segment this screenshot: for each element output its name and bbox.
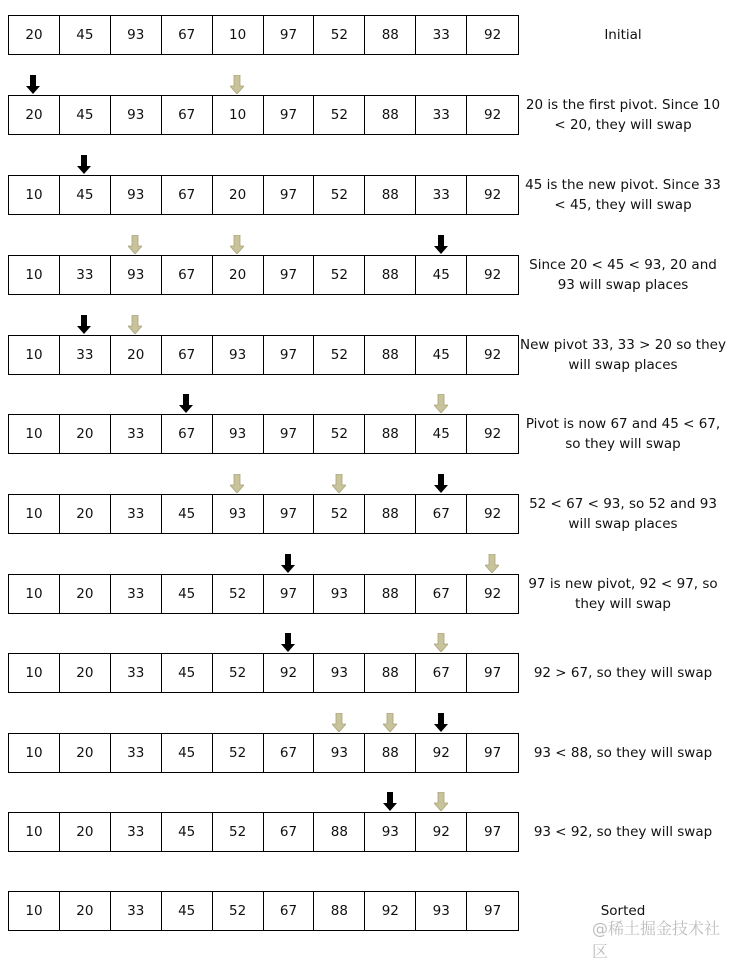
array-cell: 52 xyxy=(314,16,365,54)
array-cell: 45 xyxy=(60,176,111,214)
compare-arrow-icon xyxy=(332,713,346,732)
array-cell: 93 xyxy=(365,813,416,851)
array-cell: 88 xyxy=(314,892,365,930)
array-cell: 10 xyxy=(9,336,60,374)
array-cell: 52 xyxy=(314,256,365,294)
array-cell: 33 xyxy=(111,575,162,613)
array-cell: 52 xyxy=(213,654,264,692)
array-row xyxy=(8,494,735,534)
array-cell: 67 xyxy=(162,96,213,134)
array-cells xyxy=(8,653,519,693)
pivot-arrow-icon xyxy=(281,633,295,652)
array-cell: 97 xyxy=(484,824,502,840)
array-cell: 45 xyxy=(162,575,213,613)
array-cell: 10 xyxy=(9,654,60,692)
step-description: Since 20 < 45 < 93, 20 and 93 will swap places xyxy=(529,257,717,293)
array-cell: 10 xyxy=(9,813,60,851)
array-cell: 67 xyxy=(264,892,315,930)
array-cell: 93 xyxy=(111,176,162,214)
array-cell: 97 xyxy=(264,176,315,214)
array-cell: 97 xyxy=(264,415,315,453)
step-description: 97 is new pivot, 92 < 97, so they will swap xyxy=(528,576,718,612)
array-cell: 33 xyxy=(111,654,162,692)
pivot-arrow-icon xyxy=(281,554,295,573)
array-cell: 45 xyxy=(162,654,213,692)
array-cell: 10 xyxy=(9,495,60,533)
pivot-arrow-icon xyxy=(179,394,193,413)
array-cell: 45 xyxy=(162,495,213,533)
array-cell: 52 xyxy=(213,734,264,772)
compare-arrow-icon xyxy=(332,474,346,493)
array-cell: 97 xyxy=(264,16,315,54)
array-cells xyxy=(8,891,519,931)
array-cell: 92 xyxy=(264,654,315,692)
array-cell: 93 xyxy=(213,495,264,533)
array-cell: 52 xyxy=(213,575,264,613)
array-cell: 88 xyxy=(365,415,416,453)
array-row xyxy=(8,812,735,852)
array-cell: 92 xyxy=(416,734,467,772)
array-cell: 67 xyxy=(162,256,213,294)
array-cell: 92 xyxy=(484,107,502,123)
array-cell: 20 xyxy=(60,415,111,453)
array-cell: 20 xyxy=(60,575,111,613)
array-cell: 93 xyxy=(314,734,365,772)
array-cell: 33 xyxy=(416,176,467,214)
array-cell: 45 xyxy=(416,415,467,453)
array-cell: 20 xyxy=(60,654,111,692)
array-cell: 93 xyxy=(213,336,264,374)
array-cell: 20 xyxy=(9,16,60,54)
array-cell: 92 xyxy=(484,347,502,363)
array-cell: 93 xyxy=(213,415,264,453)
array-cell: 10 xyxy=(9,734,60,772)
array-cell: 45 xyxy=(416,256,467,294)
array-cell: 20 xyxy=(213,176,264,214)
array-cell: 88 xyxy=(365,734,416,772)
compare-arrow-icon xyxy=(434,394,448,413)
step-description: 93 < 92, so they will swap xyxy=(533,824,713,840)
step-description: New pivot 33, 33 > 20 so they will swap places xyxy=(520,337,726,373)
array-cells xyxy=(8,494,519,534)
array-cell: 93 xyxy=(416,892,467,930)
array-cell: 97 xyxy=(264,256,315,294)
step-description: Sorted xyxy=(600,903,646,919)
array-cell: 52 xyxy=(314,96,365,134)
array-row xyxy=(8,175,735,215)
pivot-arrow-icon xyxy=(383,792,397,811)
array-cell: 92 xyxy=(416,813,467,851)
array-cell: 20 xyxy=(111,336,162,374)
array-cell: 52 xyxy=(314,176,365,214)
array-cell: 20 xyxy=(9,96,60,134)
compare-arrow-icon xyxy=(128,315,142,334)
array-cells xyxy=(8,95,519,135)
array-cell: 52 xyxy=(213,813,264,851)
array-row xyxy=(8,733,735,773)
array-cell: 33 xyxy=(111,415,162,453)
array-cell: 97 xyxy=(264,575,315,613)
array-cell: 88 xyxy=(365,176,416,214)
step-description: 20 is the first pivot. Since 10 < 20, they will swap xyxy=(525,97,721,133)
array-cell: 97 xyxy=(264,336,315,374)
array-cell: 92 xyxy=(365,892,416,930)
array-row xyxy=(8,335,735,375)
array-cell: 45 xyxy=(162,734,213,772)
step-description: Initial xyxy=(604,27,642,43)
compare-arrow-icon xyxy=(230,75,244,94)
array-cells xyxy=(8,175,519,215)
array-cell: 93 xyxy=(314,654,365,692)
array-cell: 88 xyxy=(365,256,416,294)
array-cell: 92 xyxy=(484,27,502,43)
array-cell: 10 xyxy=(9,575,60,613)
array-cell: 10 xyxy=(9,892,60,930)
array-cell: 88 xyxy=(365,495,416,533)
array-cell: 45 xyxy=(416,336,467,374)
array-cell: 52 xyxy=(314,495,365,533)
array-cell: 67 xyxy=(416,495,467,533)
pivot-arrow-icon xyxy=(26,75,40,94)
array-cell: 67 xyxy=(264,813,315,851)
array-cell: 92 xyxy=(484,187,502,203)
array-cell: 33 xyxy=(416,16,467,54)
array-cell: 45 xyxy=(162,892,213,930)
array-cell: 20 xyxy=(60,734,111,772)
array-cell: 33 xyxy=(111,734,162,772)
array-cell: 92 xyxy=(484,506,502,522)
array-cell: 92 xyxy=(484,426,502,442)
array-cells xyxy=(8,812,519,852)
pivot-arrow-icon xyxy=(434,474,448,493)
array-cell: 52 xyxy=(314,415,365,453)
array-cell: 20 xyxy=(60,892,111,930)
compare-arrow-icon xyxy=(230,235,244,254)
array-cell: 88 xyxy=(314,813,365,851)
compare-arrow-icon xyxy=(230,474,244,493)
array-cells xyxy=(8,574,519,614)
array-cell: 67 xyxy=(416,654,467,692)
compare-arrow-icon xyxy=(128,235,142,254)
array-cell: 88 xyxy=(365,336,416,374)
array-cell: 67 xyxy=(162,16,213,54)
array-cell: 93 xyxy=(111,16,162,54)
pivot-arrow-icon xyxy=(434,235,448,254)
step-description: 92 > 67, so they will swap xyxy=(533,665,713,681)
array-cell: 52 xyxy=(213,892,264,930)
array-cell: 67 xyxy=(264,734,315,772)
array-row xyxy=(8,414,735,454)
array-cell: 88 xyxy=(365,16,416,54)
array-cell: 97 xyxy=(484,745,502,761)
array-cell: 88 xyxy=(365,575,416,613)
array-cell: 20 xyxy=(60,495,111,533)
array-cell: 97 xyxy=(484,903,502,919)
array-row xyxy=(8,653,735,693)
array-cells xyxy=(8,335,519,375)
step-description: 93 < 88, so they will swap xyxy=(533,745,713,761)
array-cell: 88 xyxy=(365,654,416,692)
array-row xyxy=(8,574,735,614)
array-row xyxy=(8,255,735,295)
array-cell: 67 xyxy=(162,176,213,214)
array-cell: 52 xyxy=(314,336,365,374)
array-cell: 67 xyxy=(162,336,213,374)
array-cell: 33 xyxy=(416,96,467,134)
array-cell: 10 xyxy=(9,415,60,453)
compare-arrow-icon xyxy=(434,633,448,652)
array-cell: 97 xyxy=(264,495,315,533)
array-cell: 92 xyxy=(484,267,502,283)
array-cell: 97 xyxy=(264,96,315,134)
watermark: @稀土掘金技术社区 xyxy=(592,919,721,961)
array-cell: 20 xyxy=(60,813,111,851)
array-cells xyxy=(8,15,519,55)
array-cell: 10 xyxy=(213,16,264,54)
compare-arrow-icon xyxy=(485,554,499,573)
pivot-arrow-icon xyxy=(77,155,91,174)
array-cell: 67 xyxy=(416,575,467,613)
array-cell: 33 xyxy=(60,256,111,294)
array-cell: 97 xyxy=(484,665,502,681)
array-cells xyxy=(8,255,519,295)
array-cell: 33 xyxy=(111,813,162,851)
compare-arrow-icon xyxy=(383,713,397,732)
pivot-arrow-icon xyxy=(77,315,91,334)
array-cell: 45 xyxy=(60,96,111,134)
compare-arrow-icon xyxy=(434,792,448,811)
array-cell: 33 xyxy=(111,892,162,930)
array-cell: 33 xyxy=(111,495,162,533)
array-cell: 45 xyxy=(60,16,111,54)
array-cell: 33 xyxy=(60,336,111,374)
step-description: 52 < 67 < 93, so 52 and 93 will swap places xyxy=(529,496,717,532)
array-cell: 10 xyxy=(9,256,60,294)
step-description: 45 is the new pivot. Since 33 < 45, they will swap xyxy=(525,177,721,213)
array-cell: 88 xyxy=(365,96,416,134)
array-cell: 45 xyxy=(162,813,213,851)
array-row xyxy=(8,15,735,55)
array-row xyxy=(8,95,735,135)
array-cell: 67 xyxy=(162,415,213,453)
array-cell: 93 xyxy=(111,256,162,294)
array-cell: 92 xyxy=(484,586,502,602)
pivot-arrow-icon xyxy=(434,713,448,732)
array-cell: 10 xyxy=(213,96,264,134)
step-description: Pivot is now 67 and 45 < 67, so they will swap xyxy=(525,416,721,452)
array-cells xyxy=(8,414,519,454)
array-cell: 20 xyxy=(213,256,264,294)
array-cell: 10 xyxy=(9,176,60,214)
array-cells xyxy=(8,733,519,773)
array-cell: 93 xyxy=(314,575,365,613)
array-cell: 93 xyxy=(111,96,162,134)
